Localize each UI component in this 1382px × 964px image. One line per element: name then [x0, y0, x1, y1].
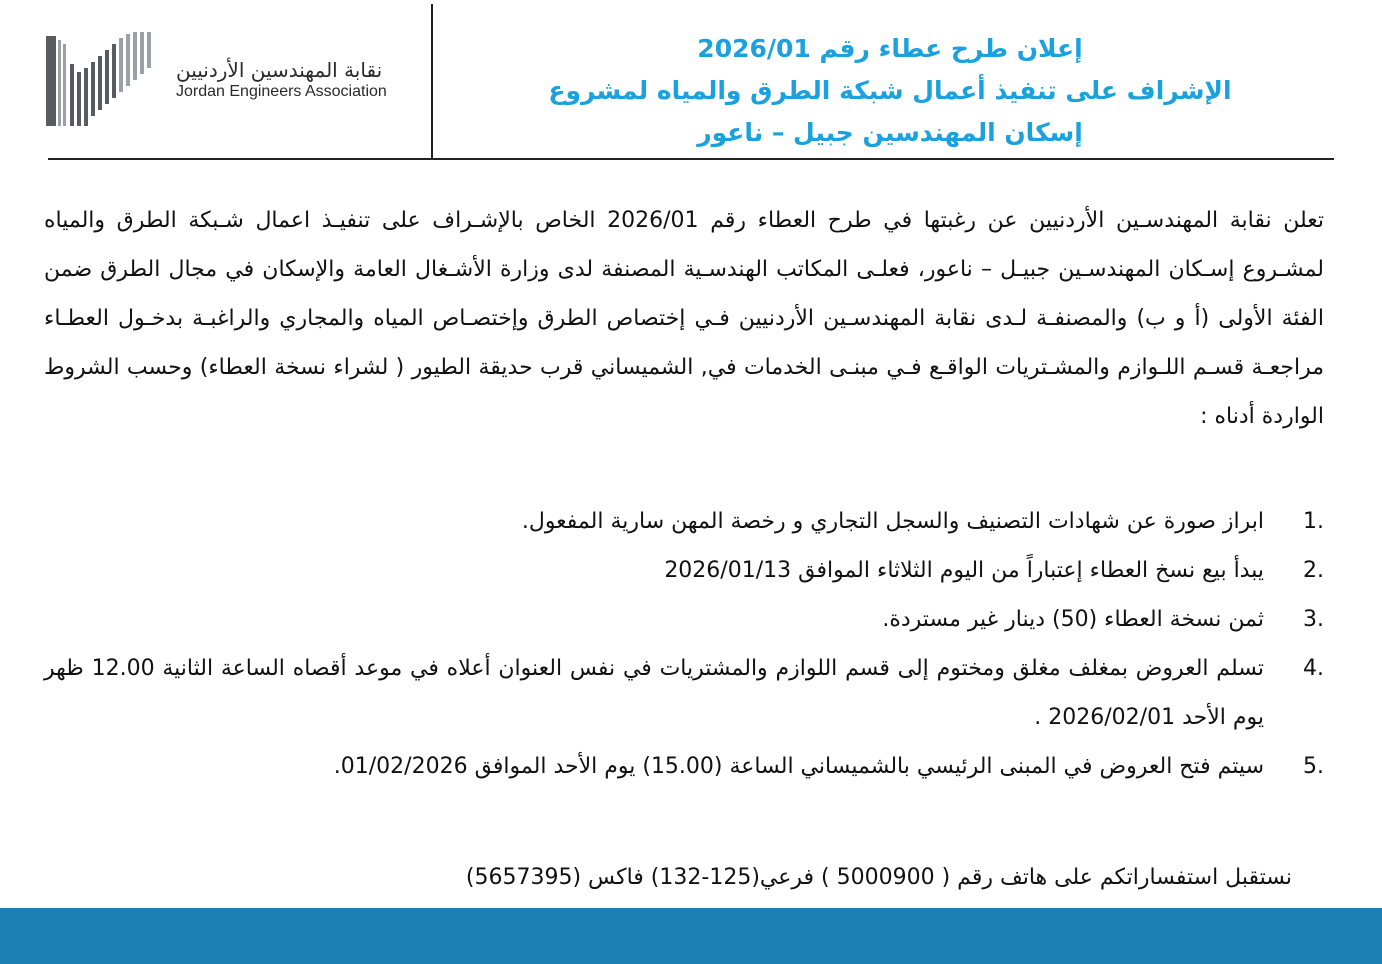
logo-bar — [105, 50, 109, 104]
logo-bar — [147, 32, 151, 68]
list-item — [44, 644, 1324, 742]
terms-list — [44, 497, 1324, 791]
list-item — [44, 497, 1324, 546]
logo-bar — [133, 32, 137, 80]
jea-logo-icon — [44, 28, 156, 130]
org-name-en: Jordan Engineers Association — [176, 83, 387, 100]
footer-bar — [0, 908, 1382, 964]
list-item-number: 3. — [1303, 607, 1324, 632]
list-item-number: 1. — [1303, 509, 1324, 534]
list-item-text: يبدأ بيع نسخ العطاء إعتباراً من اليوم الثلاثاء الموافق 2026/01/13 — [664, 558, 1264, 583]
logo-bar — [140, 32, 144, 74]
header-divider — [431, 4, 433, 158]
list-item-number: 5. — [1303, 754, 1324, 779]
logo-bar — [63, 44, 66, 126]
title-line-3: إسكان المهندسين جبيل – ناعور — [697, 118, 1083, 147]
logo-bar — [77, 72, 81, 126]
logo-bar — [112, 44, 116, 98]
logo-bar — [84, 68, 88, 122]
announcement-body: تعلن نقابة المهندسـين الأردنيين عن رغبتها في طرح العطاء رقم 2026/01 الخاص بالإشـراف على تنفيـذ اعمال شـبكة الطرق والمياه لمشـروع إسـكان المهندسـين جبيـل – ناعور، فعلـى المكاتب الهندسـية المصنفة لدى وزارة الأشـغال العامة والإسكان في مجال الطرق ضمن الفئة الأولى (أ و ب) والمصنفـة لـدى نقابة المهندسـين الأردنيين فـي إختصاص الطرق وإختصـاص المياه والمجاري والراغبـة بدخـول العطـاء مراجعـة قسـم اللـوازم والمشـتريات الواقـع فـي مبنـى الخدمات في, الشميساني قرب حديقة الطيور ( لشراء نسخة العطاء) وحسب الشروط الواردة أدناه : — [44, 208, 1325, 429]
announcement-title — [470, 28, 1310, 154]
org-name — [176, 58, 416, 102]
list-item — [44, 595, 1324, 644]
list-item — [44, 742, 1324, 791]
logo-bar — [91, 62, 95, 116]
title-line-1: إعلان طرح عطاء رقم 2026/01 — [697, 34, 1083, 63]
logo-bar — [84, 120, 88, 126]
list-item-text: سيتم فتح العروض في المبنى الرئيسي بالشميساني الساعة (15.00) يوم الأحد الموافق 01/02/2026. — [333, 754, 1264, 779]
list-item-number: 4. — [1303, 656, 1324, 681]
logo-bar — [98, 56, 102, 110]
header — [0, 0, 1382, 164]
list-item-text: تسلم العروض بمغلف مغلق ومختوم إلى قسم اللوازم والمشتريات في نفس العنوان أعلاه في موعد أقصاه الساعة الثانية 12.00 ظهر يوم الأحد 2026/02/01 . — [44, 656, 1264, 730]
contact-line: نستقبل استفساراتكم على هاتف رقم ( 5000900 ) فرعي(125-132) فاكس (5657395) — [465, 865, 1292, 890]
logo-bar — [119, 38, 123, 92]
org-logo — [44, 28, 424, 133]
list-item — [44, 546, 1324, 595]
logo-bar — [58, 40, 61, 126]
title-line-2: الإشراف على تنفيذ أعمال شبكة الطرق والمياه لمشروع — [548, 76, 1232, 105]
list-item-number: 2. — [1303, 558, 1324, 583]
logo-bar — [70, 64, 74, 126]
list-item-text: ابراز صورة عن شهادات التصنيف والسجل التجاري و رخصة المهن سارية المفعول. — [521, 509, 1264, 534]
list-item-text: ثمن نسخة العطاء (50) دينار غير مستردة. — [882, 607, 1264, 632]
logo-bar — [126, 34, 130, 86]
logo-bar — [46, 36, 56, 126]
header-rule — [48, 158, 1334, 160]
org-name-ar: نقابة المهندسين الأردنيين — [176, 58, 383, 82]
